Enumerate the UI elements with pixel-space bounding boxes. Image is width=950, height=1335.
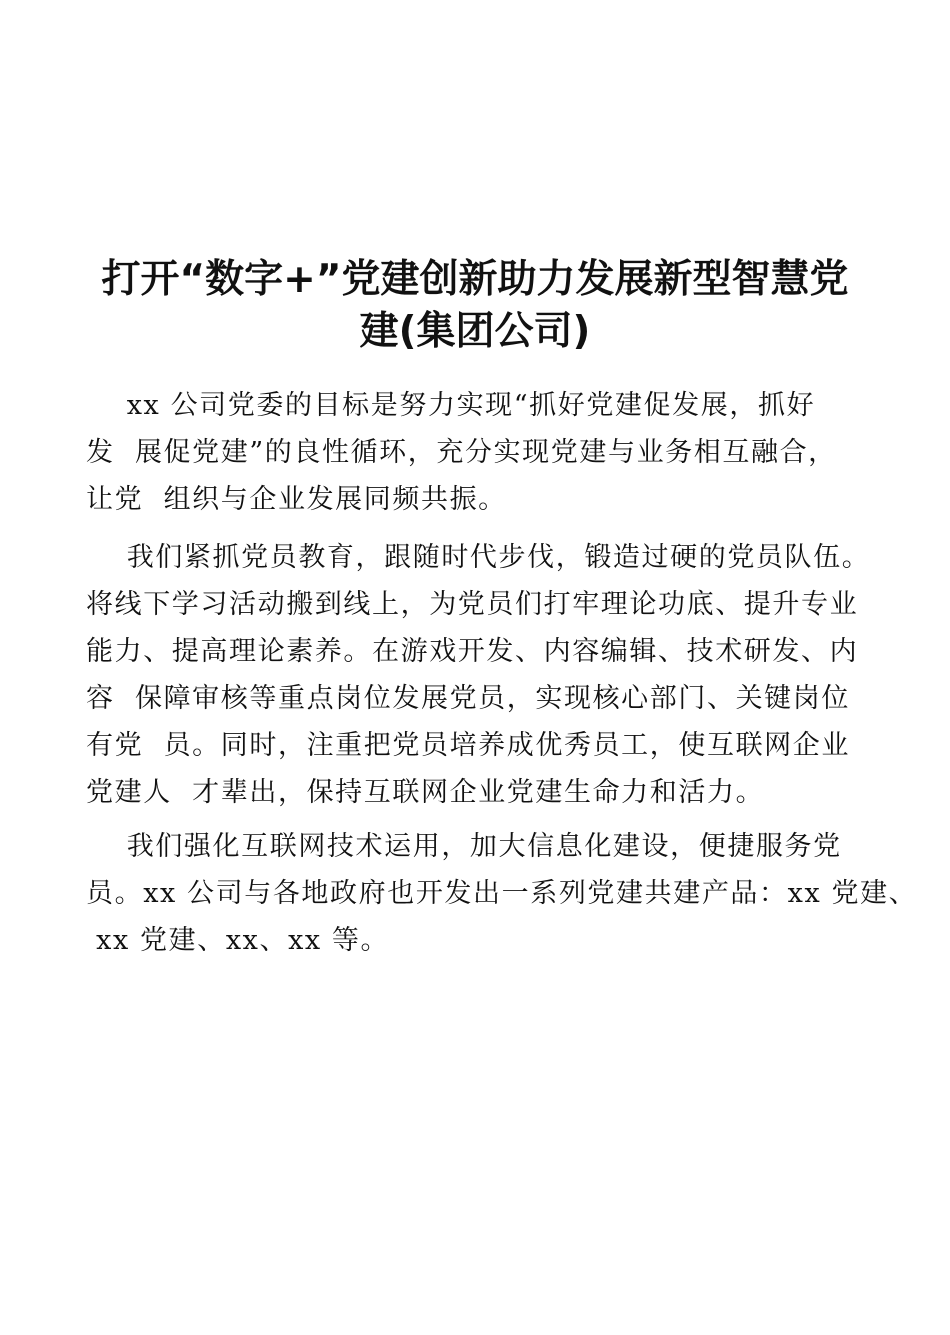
paragraph-line: 将线下学习活动搬到线上，为党员们打牢理论功底、提升专业 [86, 589, 859, 620]
paragraph-line: 员。xx 公司与各地政府也开发出一系列党建共建产品：xx 党建、 [86, 878, 918, 909]
paragraph-line: 我们紧抓党员教育，跟随时代步伐，锻造过硬的党员队伍。 [86, 542, 871, 573]
paragraph-line: xx 党建、xx、xx 等。 [86, 925, 390, 956]
paragraph-line: 让党 组织与企业发展同频共振。 [86, 484, 507, 515]
paragraph-line: xx 公司党委的目标是努力实现“抓好党建促发展，抓好 [86, 390, 816, 421]
paragraph-line: 党建人 才辈出，保持互联网企业党建生命力和活力。 [86, 777, 765, 808]
paragraph-line: 我们强化互联网技术运用，加大信息化建设，便捷服务党 [86, 831, 842, 862]
paragraph-line: 有党 员。同时，注重把党员培养成优秀员工，使互联网企业 [86, 730, 850, 761]
paragraph-line: 容 保障审核等重点岗位发展党员，实现核心部门、关键岗位 [86, 683, 850, 714]
document-title-line-1: 打开“数字+”党建创新助力发展新型智慧党 [101, 257, 849, 302]
paragraph-line: 发 展促党建”的良性循环，充分实现党建与业务相互融合， [86, 437, 837, 468]
document-title-line-2: 建(集团公司) [359, 309, 591, 354]
paragraph-line: 能力、提高理论素养。在游戏开发、内容编辑、技术研发、内 [86, 636, 859, 667]
